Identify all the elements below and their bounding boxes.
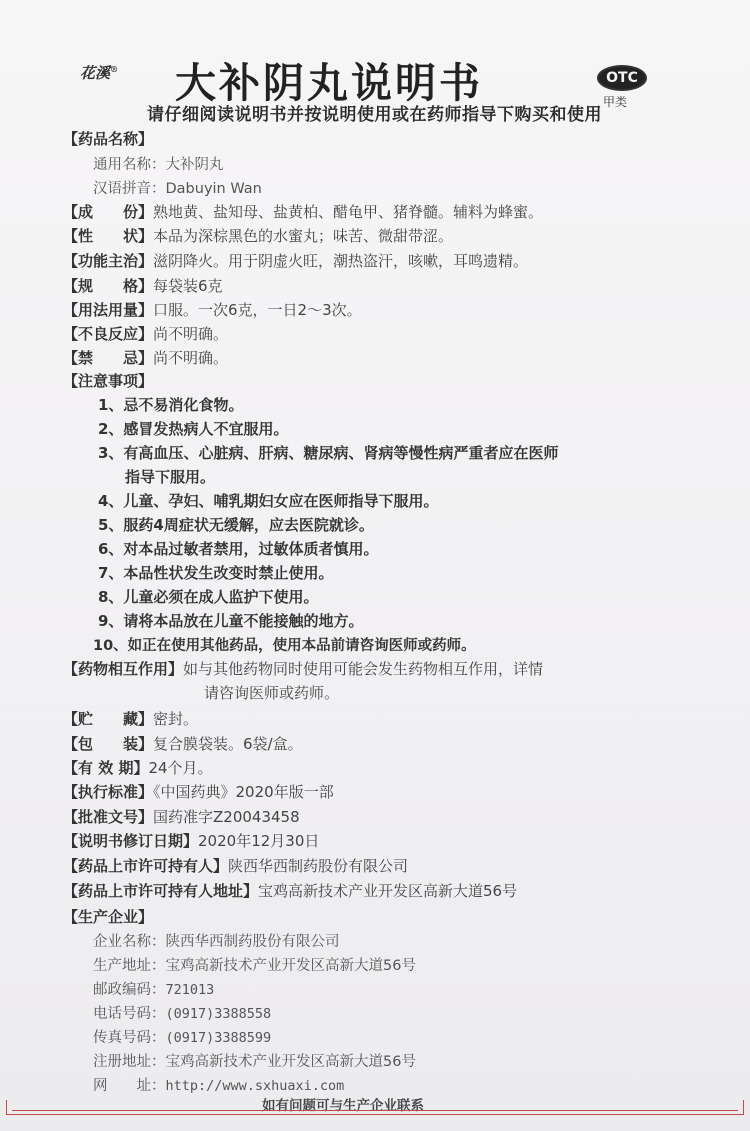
precaution-item-cont: 指导下服用。 [125,468,216,486]
manufacturer-field: 邮政编码：721013 [93,982,215,998]
border-corner [729,1100,744,1115]
footer-note: 如有问题可与生产企业联系 [262,1098,424,1114]
drug-name-label: 【药品名称】 [63,130,154,148]
border-corner [6,1100,21,1115]
section-ingredients: 【成 份】熟地黄、盐知母、盐黄柏、醋龟甲、猪脊髓。辅料为蜂蜜。 [63,203,544,221]
border-line [12,1110,738,1111]
precaution-item: 1、忌不易消化食物。 [98,396,244,414]
precaution-item: 10、如正在使用其他药品，使用本品前请咨询医师或药师。 [93,638,476,654]
section-dosage: 【用法用量】口服。一次6克，一日2～3次。 [63,301,362,319]
manufacturer-field: 传真号码：(0917)3388599 [93,1030,272,1046]
precaution-item: 5、服药4周症状无缓解，应去医院就诊。 [98,516,374,534]
section-holder-address: 【药品上市许可持有人地址】宝鸡高新技术产业开发区高新大道56号 [63,882,518,900]
section-spec: 【规 格】每袋装6克 [63,277,223,295]
section-adverse: 【不良反应】尚不明确。 [63,325,229,343]
section-contraindications: 【禁 忌】尚不明确。 [63,349,229,367]
precaution-item: 4、儿童、孕妇、哺乳期妇女应在医师指导下服用。 [98,492,439,510]
section-storage: 【贮 藏】密封。 [63,710,199,728]
otc-badge: OTC [597,65,647,91]
precaution-item: 6、对本品过敏者禁用，过敏体质者慎用。 [98,540,379,558]
interaction-cont: 请咨询医师或药师。 [204,684,340,702]
subtitle: 请仔细阅读说明书并按说明使用或在药师指导下购买和使用 [147,105,602,125]
precaution-item: 9、请将本品放在儿童不能接触的地方。 [98,612,364,630]
section-package: 【包 装】复合膜袋装。6袋/盒。 [63,735,303,753]
page-title: 大补阴丸说明书 [175,59,483,107]
manufacturer-label: 【生产企业】 [63,908,154,926]
precautions-label: 【注意事项】 [63,372,154,390]
section-validity: 【有 效 期】24个月。 [63,759,213,777]
manufacturer-field: 注册地址：宝鸡高新技术产业开发区高新大道56号 [93,1054,416,1070]
manufacturer-field: 生产地址：宝鸡高新技术产业开发区高新大道56号 [93,958,416,974]
brand-logo: 花溪® [80,64,119,82]
manufacturer-field: 网 址：http://www.sxhuaxi.com [93,1078,345,1094]
manufacturer-field: 电话号码：(0917)3388558 [93,1006,272,1022]
section-interaction: 【药物相互作用】如与其他药物同时使用可能会发生药物相互作用，详情 [63,660,544,678]
section-revision-date: 【说明书修订日期】2020年12月30日 [63,832,320,850]
manufacturer-field: 企业名称：陕西华西制药股份有限公司 [93,934,340,950]
otc-category: 甲类 [603,95,628,109]
precaution-item: 8、儿童必须在成人监护下使用。 [98,588,319,606]
section-standard: 【执行标准】《中国药典》2020年版一部 [63,783,334,801]
generic-name: 通用名称：大补阴丸 [93,157,224,173]
section-holder: 【药品上市许可持有人】陕西华西制药股份有限公司 [63,857,409,875]
border-line [12,1114,738,1115]
section-appearance: 【性 状】本品为深棕黑色的水蜜丸；味苦、微甜带涩。 [63,227,454,245]
precaution-item: 2、感冒发热病人不宜服用。 [98,420,289,438]
pinyin-name: 汉语拼音：Dabuyin Wan [93,181,262,197]
section-approval: 【批准文号】国药准字Z20043458 [63,808,300,826]
section-indications: 【功能主治】滋阴降火。用于阴虚火旺，潮热盗汗，咳嗽，耳鸣遗精。 [63,252,529,270]
precaution-item: 7、本品性状发生改变时禁止使用。 [98,564,334,582]
precaution-item: 3、有高血压、心脏病、肝病、糖尿病、肾病等慢性病严重者应在医师 [98,444,559,462]
